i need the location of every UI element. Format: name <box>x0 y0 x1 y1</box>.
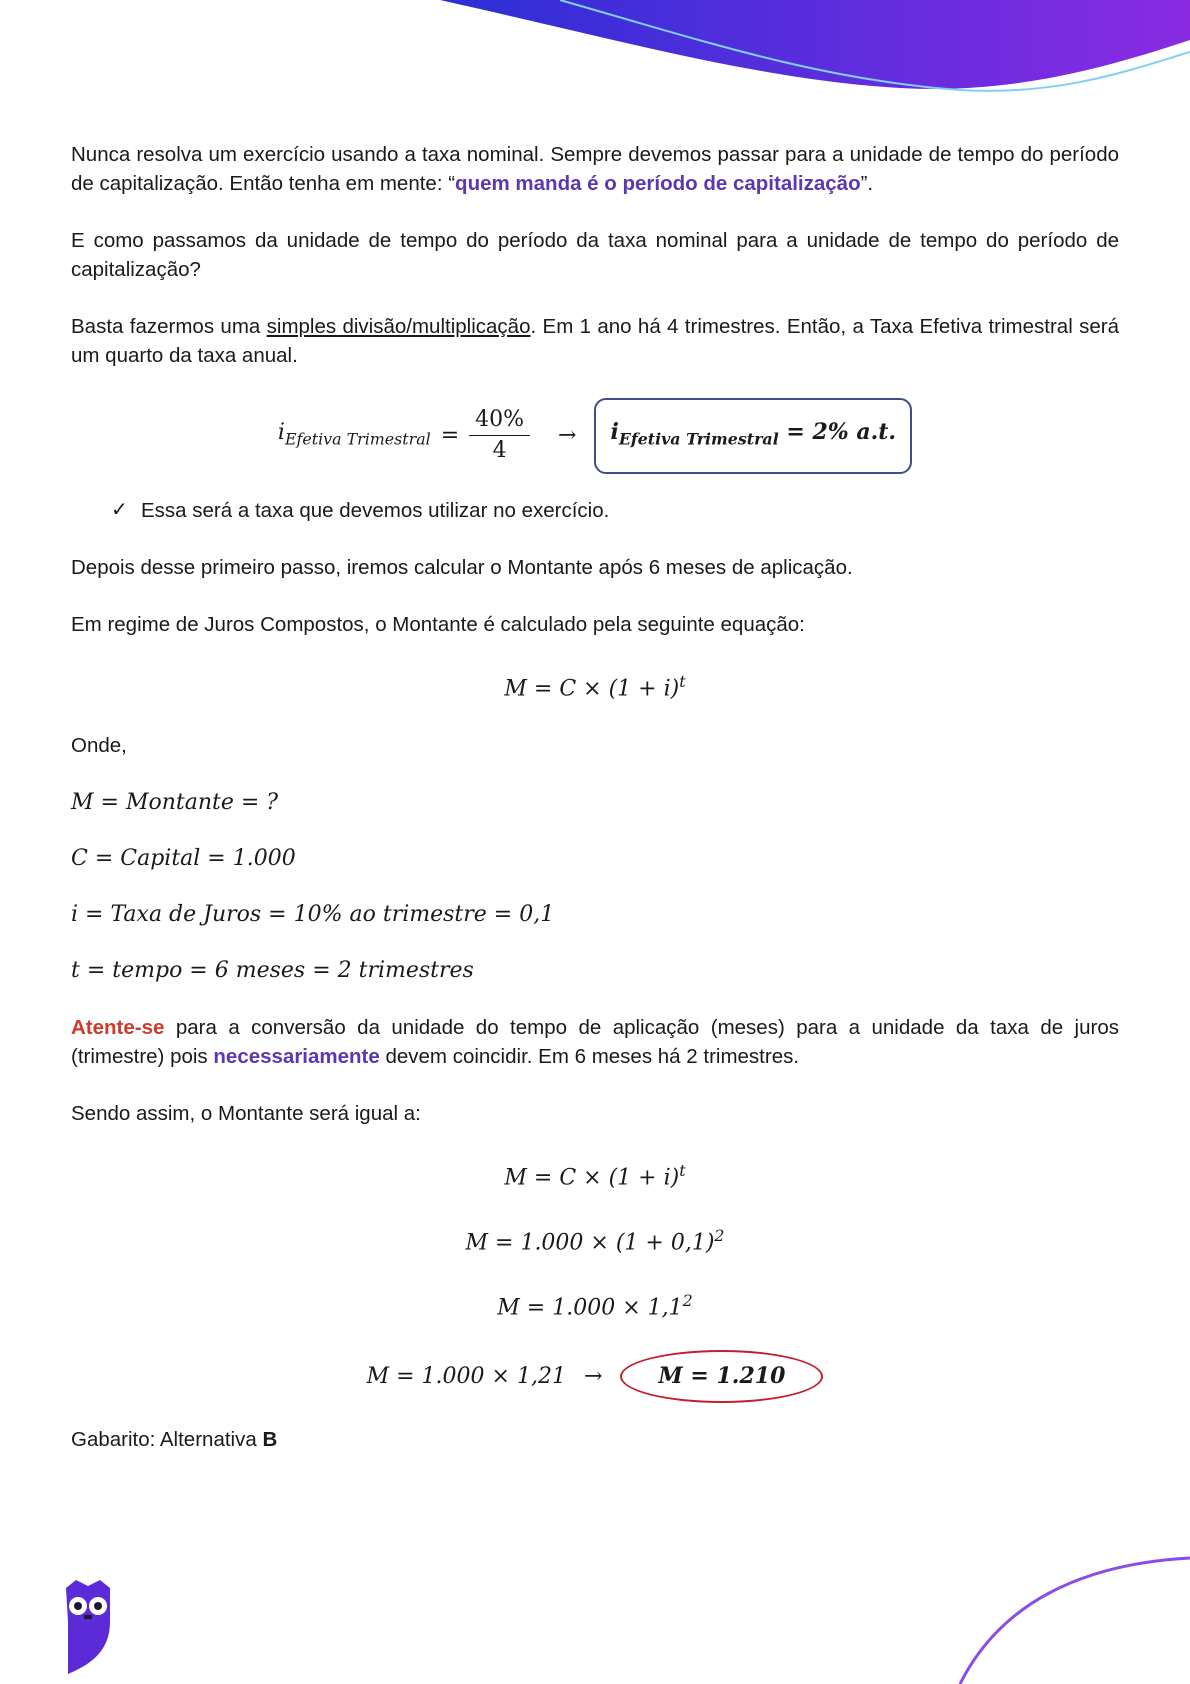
arrow-icon: → <box>558 423 577 449</box>
step-4-base: M = 1.000 × 1,21 <box>366 1364 566 1390</box>
paragraph-intro <box>71 140 1119 198</box>
answer-line <box>71 1425 1119 1454</box>
text-span: ”. <box>860 172 874 195</box>
rate-i: i <box>277 420 285 445</box>
paragraph-attention <box>71 1013 1119 1071</box>
variable-m: M = Montante = ? <box>71 790 279 816</box>
underlined-text: simples divisão/multiplicação <box>266 315 531 338</box>
step-3-exponent: 2 <box>682 1290 693 1310</box>
boxed-result <box>594 398 912 474</box>
final-result: M = 1.210 <box>620 1350 823 1403</box>
owl-logo-icon <box>62 1578 114 1674</box>
boxed-subscript: Efetiva Trimestral <box>618 429 779 449</box>
formula-exponent: t <box>679 671 686 691</box>
formula-base: M = C × (1 + i) <box>504 676 680 702</box>
variable-i: i = Taxa de Juros = 10% ao trimestre = 0,1 <box>71 902 555 928</box>
variable-t: t = tempo = 6 meses = 2 trimestres <box>71 958 474 984</box>
step-2-exponent: 2 <box>714 1225 725 1245</box>
text-span: devem coincidir. Em 6 meses há 2 trimestres. <box>379 1045 800 1069</box>
calc-step-4 <box>71 1350 1119 1403</box>
step-3-base: M = 1.000 × 1,1 <box>497 1295 683 1321</box>
boxed-i: i <box>610 419 619 445</box>
highlight-capitalization: quem manda é o período de capitalização <box>455 172 861 195</box>
answer-label: Gabarito: Alternativa <box>71 1428 263 1452</box>
boxed-value: = 2% a.t. <box>786 419 897 445</box>
paragraph-question: E como passamos da unidade de tempo do período da taxa nominal para a unidade de tempo do período de capitalização? <box>71 229 1119 281</box>
fraction <box>469 405 530 466</box>
answer-letter: B <box>262 1428 278 1452</box>
paragraph-first-step: Depois desse primeiro passo, iremos calcular o Montante após 6 meses de aplicação. <box>71 555 853 579</box>
text-span: Nunca resolva um exercício usando a taxa nominal. Sempre devemos passar para a unidade de tempo do período de capitalização. Então tenha em mente: “ <box>71 143 1119 195</box>
text-span: para a conversão da unidade do tempo de aplicação (meses) para a unidade da taxa de juros (trimestre) pois <box>71 1016 1119 1069</box>
calc-step-1 <box>71 1156 1119 1193</box>
text-span: . Em 1 ano há 4 trimestres. Então, a Taxa Efetiva trimestral será um quarto da taxa anual. <box>71 315 1119 367</box>
check-list-item <box>71 496 1119 525</box>
fraction-denominator: 4 <box>492 438 507 464</box>
check-text: Essa será a taxa que devemos utilizar no exercício. <box>141 498 610 522</box>
variable-c: C = Capital = 1.000 <box>71 846 296 872</box>
check-icon: ✓ <box>111 498 128 521</box>
paragraph-compound: Em regime de Juros Compostos, o Montante é calculado pela seguinte equação: <box>71 612 805 636</box>
footer-wave-decoration <box>930 1544 1190 1684</box>
page-content <box>71 140 1119 1482</box>
text-span: Basta fazermos uma <box>71 315 267 338</box>
arrow-icon: → <box>583 1364 603 1390</box>
rate-subscript: Efetiva Trimestral <box>284 429 431 449</box>
calc-step-3 <box>71 1286 1119 1323</box>
rate-symbol <box>278 418 431 454</box>
paragraph-onde: Onde, <box>71 734 127 758</box>
highlight-necessariamente: necessariamente <box>213 1045 380 1069</box>
compound-formula <box>71 667 1119 704</box>
effective-rate-equation <box>71 398 1119 474</box>
step-2-base: M = 1.000 × (1 + 0,1) <box>465 1230 715 1256</box>
step-1-base: M = C × (1 + i) <box>504 1165 680 1191</box>
equals-sign: = <box>440 423 460 449</box>
paragraph-division <box>71 312 1119 370</box>
calc-step-2 <box>71 1221 1119 1258</box>
paragraph-sendo-assim: Sendo assim, o Montante será igual a: <box>71 1102 421 1126</box>
header-wave-decoration <box>0 0 1190 100</box>
step-1-exponent: t <box>679 1161 686 1181</box>
fraction-numerator: 40% <box>469 405 530 436</box>
highlight-atente: Atente-se <box>71 1016 165 1040</box>
